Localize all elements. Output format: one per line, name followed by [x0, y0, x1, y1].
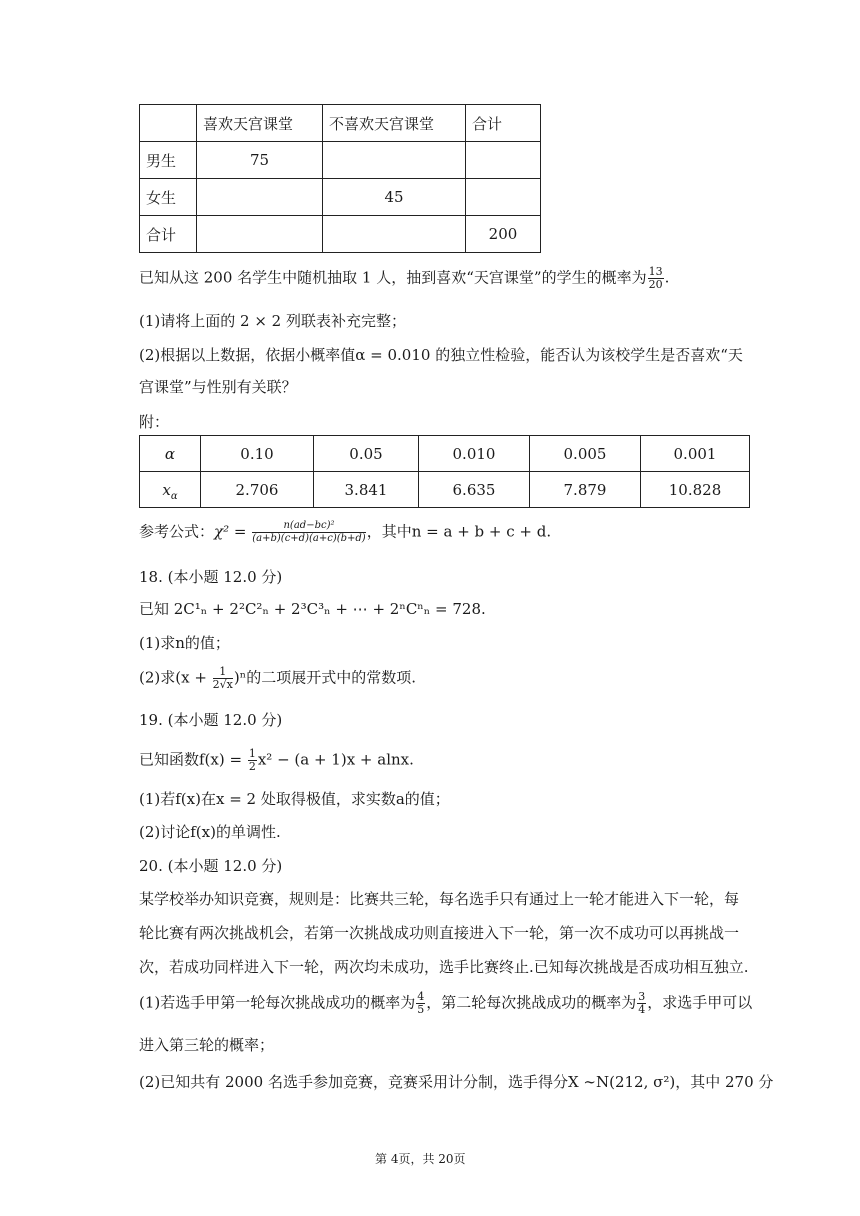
table-cell: 45: [323, 179, 466, 216]
fraction-numerator: 1: [213, 666, 233, 679]
fraction-denominator: 2: [248, 760, 256, 773]
problem-19-q1: (1)若f(x)在x = 2 处取得极值，求实数a的值；: [139, 790, 450, 808]
reference-formula: [139, 520, 551, 545]
intro-end: .: [664, 268, 670, 287]
problem-19-given: [139, 748, 414, 773]
fraction-denominator: 20: [648, 278, 663, 291]
table-cell: 0.10: [201, 436, 314, 472]
table-cell: 女生: [140, 179, 197, 216]
fraction-numerator: 3: [638, 990, 646, 1003]
table-cell: [466, 179, 541, 216]
problem-17-q2-line1: (2)根据以上数据，依据小概率值α = 0.010 的独立性检验，能否认为该校学生是否喜欢“天: [139, 346, 743, 364]
problem-20-line3: 次，若成功同样进入下一轮，两次均未成功，选手比赛终止.已知每次挑战是否成功相互独立.: [139, 958, 749, 976]
table-row: [140, 105, 541, 142]
fraction: [416, 991, 425, 1016]
problem-20-q1: [139, 991, 752, 1016]
problem-19-header: 19. (本小题 12.0 分): [139, 711, 283, 729]
given-text-end: x² − (a + 1)x + alnx.: [257, 750, 414, 769]
table-header-cell: 合计: [466, 105, 541, 142]
table-cell: [197, 216, 323, 253]
table-cell: [140, 472, 201, 508]
table-cell: 6.635: [419, 472, 530, 508]
fraction: [637, 991, 646, 1016]
fraction: [213, 666, 233, 691]
table-cell: α: [140, 436, 201, 472]
formula-prefix: 参考公式：: [139, 522, 215, 541]
q1-text: (1)若选手甲第一轮每次挑战成功的概率为: [139, 993, 416, 1012]
table-header-cell: 不喜欢天宫课堂: [323, 105, 466, 142]
table-header-cell: [140, 105, 197, 142]
table-row: [140, 472, 750, 508]
table-row: [140, 179, 541, 216]
table-cell: 2.706: [201, 472, 314, 508]
problem-18-q2: [139, 666, 416, 691]
fraction-numerator: 13: [648, 265, 663, 278]
table-cell: 7.879: [530, 472, 641, 508]
table-cell: 0.010: [419, 436, 530, 472]
table-cell: 0.001: [641, 436, 750, 472]
critical-value-table: [139, 435, 750, 508]
appendix-label: 附：: [139, 413, 170, 431]
page-footer: 第 4页，共 20页: [375, 1152, 466, 1166]
table-cell: [466, 142, 541, 179]
table-cell: 75: [197, 142, 323, 179]
intro-text: 已知从这 200 名学生中随机抽取 1 人，抽到喜欢“天宫课堂”的学生的概率为: [139, 268, 647, 287]
problem-17-q2-line2: 宫课堂”与性别有关联？: [139, 378, 297, 396]
fraction-denominator: 4: [638, 1003, 646, 1016]
problem-20-q1-line2: 进入第三轮的概率；: [139, 1036, 275, 1054]
x-subscript: α: [170, 490, 178, 502]
problem-19-q2: (2)讨论f(x)的单调性.: [139, 823, 281, 841]
table-cell: 0.005: [530, 436, 641, 472]
problem-20-line1: 某学校举办知识竞赛，规则是：比赛共三轮，每名选手只有通过上一轮才能进入下一轮，每: [139, 890, 740, 908]
problem-20-line2: 轮比赛有两次挑战机会，若第一次挑战成功则直接进入下一轮，第一次不成功可以再挑战一: [139, 924, 740, 942]
problem-20-header: 20. (本小题 12.0 分): [139, 857, 283, 875]
problem-18-header: 18. (本小题 12.0 分): [139, 568, 283, 586]
problem-20-q2: (2)已知共有 2000 名选手参加竞赛，竞赛采用计分制，选手得分X ∼N(212, σ²)，其中 270 分: [139, 1073, 774, 1091]
table-cell: 0.05: [314, 436, 419, 472]
formula-suffix: ，其中n = a + b + c + d.: [366, 522, 552, 541]
problem-17-intro: [139, 266, 669, 291]
table-cell: [323, 142, 466, 179]
table-cell: 3.841: [314, 472, 419, 508]
table-row: [140, 142, 541, 179]
table-cell: [197, 179, 323, 216]
q1-text-mid: ，第二轮每次挑战成功的概率为: [426, 993, 637, 1012]
problem-18-given: 已知 2C¹ₙ + 2²C²ₙ + 2³C³ₙ + ⋯ + 2ⁿCⁿₙ = 728.: [139, 600, 486, 618]
fraction-numerator: 4: [417, 990, 425, 1003]
table-cell: 10.828: [641, 472, 750, 508]
table-cell: [323, 216, 466, 253]
x-symbol: x: [162, 480, 171, 499]
table-header-cell: 喜欢天宫课堂: [197, 105, 323, 142]
table-row: [140, 216, 541, 253]
problem-17-q1: (1)请将上面的 2 × 2 列联表补充完整；: [139, 312, 406, 330]
contingency-table: [139, 104, 541, 253]
table-cell: 男生: [140, 142, 197, 179]
q2-text: (2)求(x +: [139, 668, 212, 687]
fraction: [248, 748, 257, 773]
fraction-denominator: 5: [417, 1003, 425, 1016]
fraction-numerator: 1: [248, 747, 256, 760]
table-cell: 200: [466, 216, 541, 253]
table-row: [140, 436, 750, 472]
fraction-denominator: 2√x: [212, 678, 233, 691]
given-text: 已知函数f(x) =: [139, 750, 247, 769]
q2-text-end: )ⁿ的二项展开式中的常数项.: [233, 668, 417, 687]
fraction-denominator: (a+b)(c+d)(a+c)(b+d): [252, 533, 366, 544]
problem-18-q1: (1)求n的值；: [139, 634, 230, 652]
fraction: [252, 520, 365, 545]
fraction-numerator: n(ad−bc)²: [252, 520, 365, 533]
fraction: [648, 266, 664, 291]
q1-text-end: ，求选手甲可以: [647, 993, 753, 1012]
formula-lhs: χ² =: [214, 522, 247, 541]
table-cell: 合计: [140, 216, 197, 253]
